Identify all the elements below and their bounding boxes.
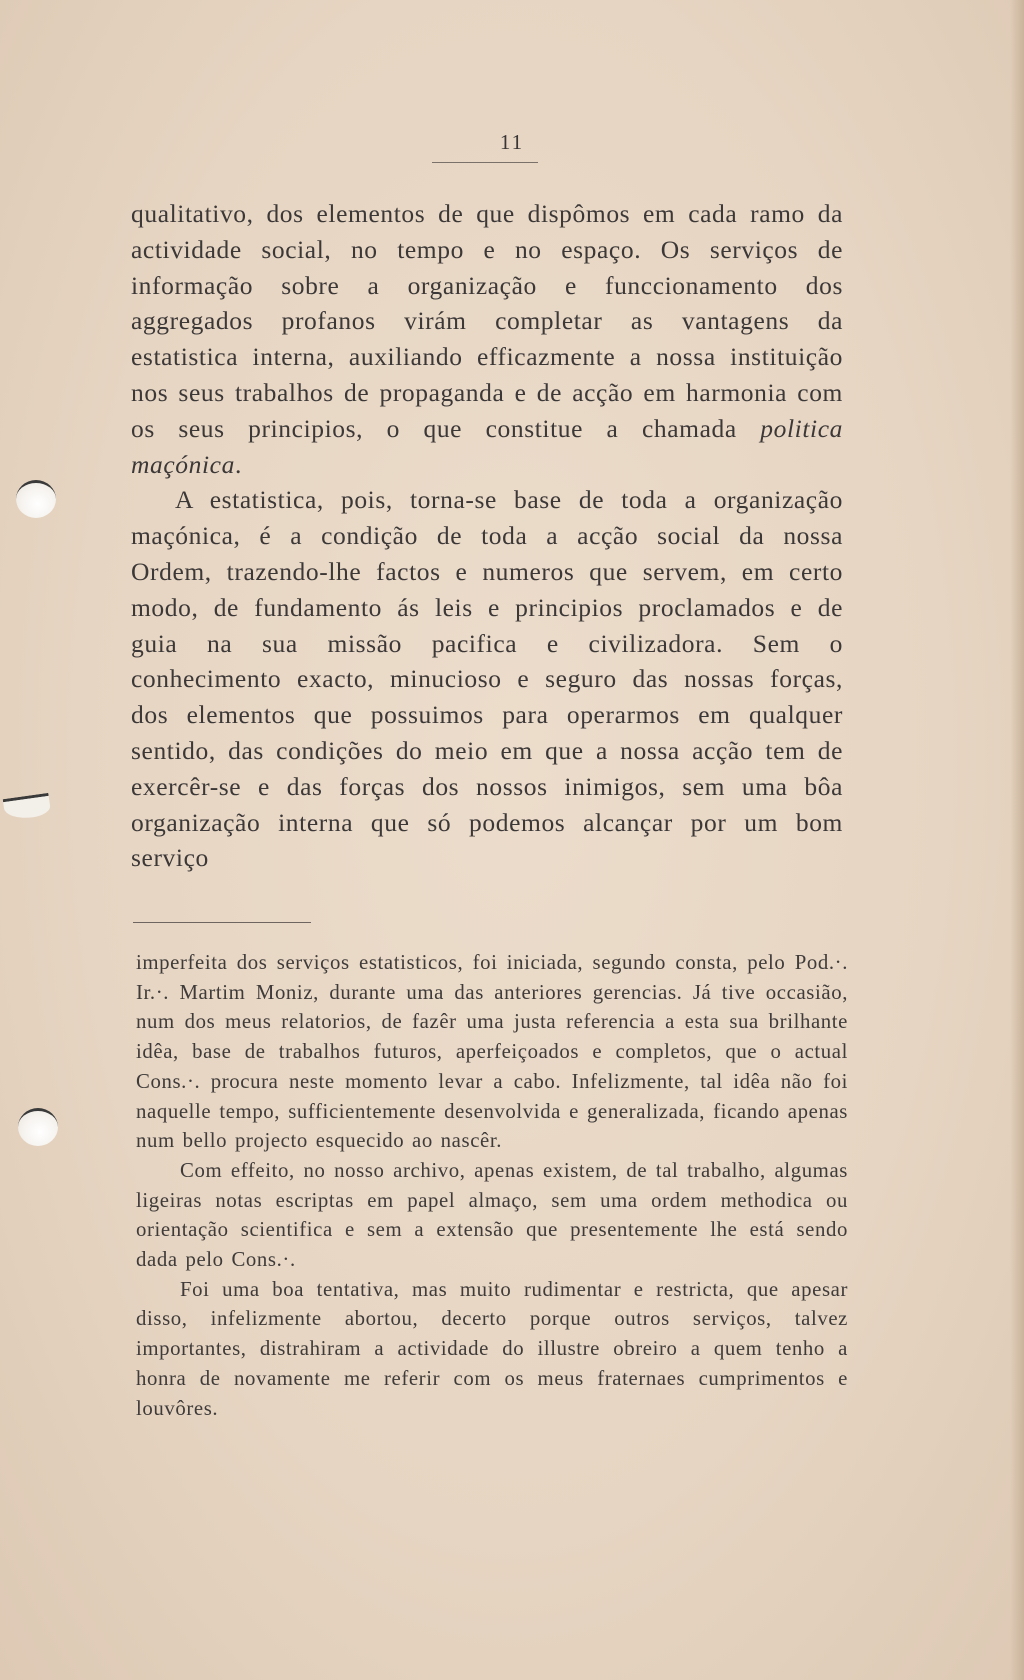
punch-hole: [18, 1108, 58, 1146]
page-number: 11: [499, 130, 525, 154]
body-paragraph-text: qualitativo, dos elementos de que dispômos em cada ramo da actividade social, no tempo e no espaço. Os serviços de informação sobre a organização e funccionamento dos aggregados profanos virám completar as vantagens da estatistica interna, auxiliando efficazmente a nossa instituição nos seus trabalhos de propaganda e de acção em harmonia com os seus principios, o que constitue a chamada: [131, 199, 843, 443]
torn-punch-hole: [3, 793, 52, 821]
footnote-paragraph: Com effeito, no nosso archivo, apenas existem, de tal trabalho, algumas ligeiras notas escriptas em papel almaço, sem uma ordem methodica ou orientação scientifica e sem a extensão que presentemente lhe está sendo dada pelo Cons.·.: [136, 1158, 848, 1272]
footnote-paragraph: Foi uma boa tentativa, mas muito rudimentar e restricta, que apesar disso, infelizmente abortou, decerto porque outros serviços, talvez importantes, distrahiram a actividade do illustre obreiro a quem tenho a honra de novamente me referir com os meus fraternaes cumprimentos e louvôres.: [136, 1277, 848, 1420]
header-rule: [432, 162, 538, 163]
punch-hole: [16, 480, 56, 518]
body-paragraph: A estatistica, pois, torna-se base de toda a organização maçónica, é a condição de toda a acção social da nossa Ordem, trazendo-lhe factos e numeros que servem, em certo modo, de fundamento ás leis e principios proclamados e de guia na sua missão pacifica e civilizadora. Sem o conhecimento exacto, minucioso e seguro das nossas forças, dos elementos que possuimos para operarmos em qualquer sentido, das condições do meio em que a nossa acção tem de exercêr-se e das forças dos nossos inimigos, sem uma bôa organização interna que só podemos alcançar por um bom serviço: [131, 485, 843, 873]
body-paragraph-end: .: [234, 449, 242, 479]
body-paragraph: [131, 196, 843, 482]
footnotes: [136, 948, 848, 1423]
footnote-paragraph: imperfeita dos serviços estatisticos, foi iniciada, segundo consta, pelo Pod.·. Ir.·. Martim Moniz, durante uma das anteriores gerencias. Já tive occasião, num dos meus relatorios, de fazêr uma justa referencia a esta sua brilhante idêa, base de trabalhos futuros, aperfeiçoados e completos, que o actual Cons.·. procura neste momento levar a cabo. Infelizmente, tal idêa não foi naquelle tempo, sufficientemente desenvolvida e generalizada, ficando apenas num bello projecto esquecido ao nascêr.: [136, 951, 848, 1153]
footnote-separator: [133, 922, 311, 923]
page-edge-shadow: [1010, 0, 1024, 1680]
emphasized-term: politica maçónica: [131, 413, 843, 479]
main-body-text: [131, 196, 843, 876]
